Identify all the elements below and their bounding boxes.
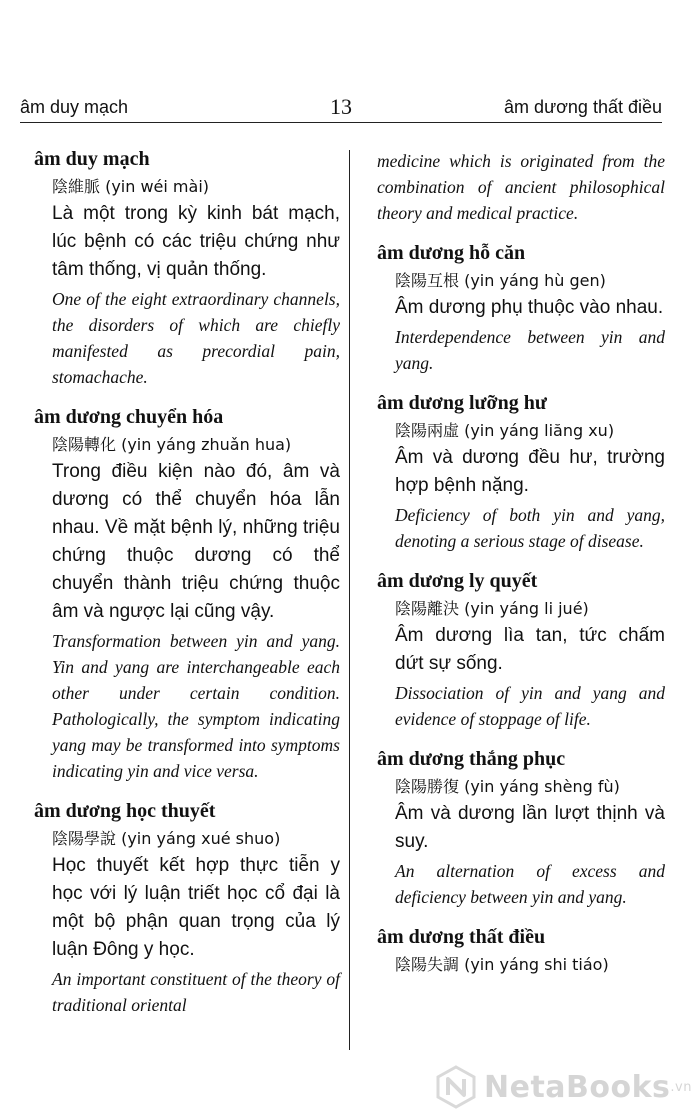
dictionary-entry	[34, 798, 340, 1018]
entry-chinese: 陰陽失調 (yin yáng shi tiáo)	[395, 955, 609, 974]
entry-chinese: 陰陽互根 (yin yáng hù gen)	[395, 271, 606, 290]
entry-vietnamese-definition: Trong điều kiện nào đó, âm và dương có thể chuyển hóa lẫn nhau. Về mặt bệnh lý, những triệu chứng thuộc dương có thể chuyển thành triệu chứng thuộc âm và ngược lại cũng vậy.	[52, 461, 340, 622]
entry-chinese: 陰陽離決 (yin yáng li jué)	[395, 599, 589, 618]
entry-english-definition: Interdependence between yin and yang.	[395, 327, 665, 373]
dictionary-entry	[377, 924, 665, 978]
dictionary-entry	[377, 390, 665, 554]
entry-term: âm dương chuyển hóa	[34, 406, 224, 428]
entry-term: âm dương hỗ căn	[377, 242, 526, 264]
entry-vietnamese-definition: Âm dương phụ thuộc vào nhau.	[395, 297, 664, 318]
dictionary-entry	[377, 240, 665, 376]
entry-chinese: 陰陽勝復 (yin yáng shèng fù)	[395, 777, 620, 796]
dictionary-entry	[377, 568, 665, 732]
netabooks-logo-icon	[434, 1065, 478, 1109]
entry-english-definition: Deficiency of both yin and yang, denoting a serious stage of disease.	[395, 505, 665, 551]
left-column	[34, 146, 340, 1079]
entry-term: âm dương thất điều	[377, 926, 546, 948]
header-right-guide-word: âm dương thất điều	[504, 97, 662, 117]
entry-english-continuation: medicine which is originated from the combination of ancient philosophical theory and medical practice.	[377, 151, 665, 223]
watermark-brand: NetaBooks	[483, 1069, 671, 1105]
column-divider	[349, 150, 350, 1050]
dictionary-entry	[34, 146, 340, 390]
entry-term: âm dương ly quyết	[377, 570, 538, 592]
entry-term: âm dương học thuyết	[34, 800, 216, 822]
entry-vietnamese-definition: Âm và dương đều hư, trường hợp bệnh nặng.	[395, 447, 665, 496]
entry-english-definition: One of the eight extraordinary channels, the disorders of which are chiefly manifested as precordial pain, stomachache.	[52, 289, 340, 387]
entry-chinese: 陰陽學說 (yin yáng xué shuo)	[52, 829, 281, 848]
entry-vietnamese-definition: Học thuyết kết hợp thực tiễn y học với lý luận triết học cổ đại là một bộ phận quan trọng của lý luận Đông y học.	[52, 855, 340, 960]
entry-term: âm dương lưỡng hư	[377, 392, 547, 414]
entry-vietnamese-definition: Là một trong kỳ kinh bát mạch, lúc bệnh có các triệu chứng như tâm thống, vị quản thống.	[52, 203, 340, 280]
right-column	[377, 146, 665, 1079]
dictionary-entry	[34, 404, 340, 784]
entry-vietnamese-definition: Âm dương lìa tan, tức chấm dứt sự sống.	[395, 625, 665, 674]
dictionary-entry	[377, 746, 665, 910]
header-left-guide-word: âm duy mạch	[20, 97, 129, 117]
entry-english-definition: An important constituent of the theory of traditional oriental	[52, 969, 340, 1015]
page-number: 13	[330, 94, 352, 119]
running-header	[20, 92, 662, 123]
entry-term: âm duy mạch	[34, 148, 150, 170]
entry-english-definition: An alternation of excess and deficiency between yin and yang.	[395, 861, 665, 907]
entry-english-definition: Transformation between yin and yang. Yin and yang are interchangeable each other under certain condition. Pathologically, the symptom indicating yang may be transformed into symptoms indicating yin and vice versa.	[52, 631, 340, 781]
entry-english-definition: Dissociation of yin and yang and evidence of stoppage of life.	[395, 683, 665, 729]
entry-chinese: 陰陽轉化 (yin yáng zhuǎn hua)	[52, 435, 292, 454]
watermark	[434, 1063, 692, 1111]
entry-chinese: 陰維脈 (yin wéi mài)	[52, 177, 210, 196]
entry-chinese: 陰陽兩虛 (yin yáng liăng xu)	[395, 421, 615, 440]
watermark-tld: .vn	[670, 1079, 692, 1095]
entry-term: âm dương thắng phục	[377, 748, 566, 770]
entry-vietnamese-definition: Âm và dương lần lượt thịnh và suy.	[395, 803, 665, 852]
entry-continuation	[377, 148, 665, 226]
